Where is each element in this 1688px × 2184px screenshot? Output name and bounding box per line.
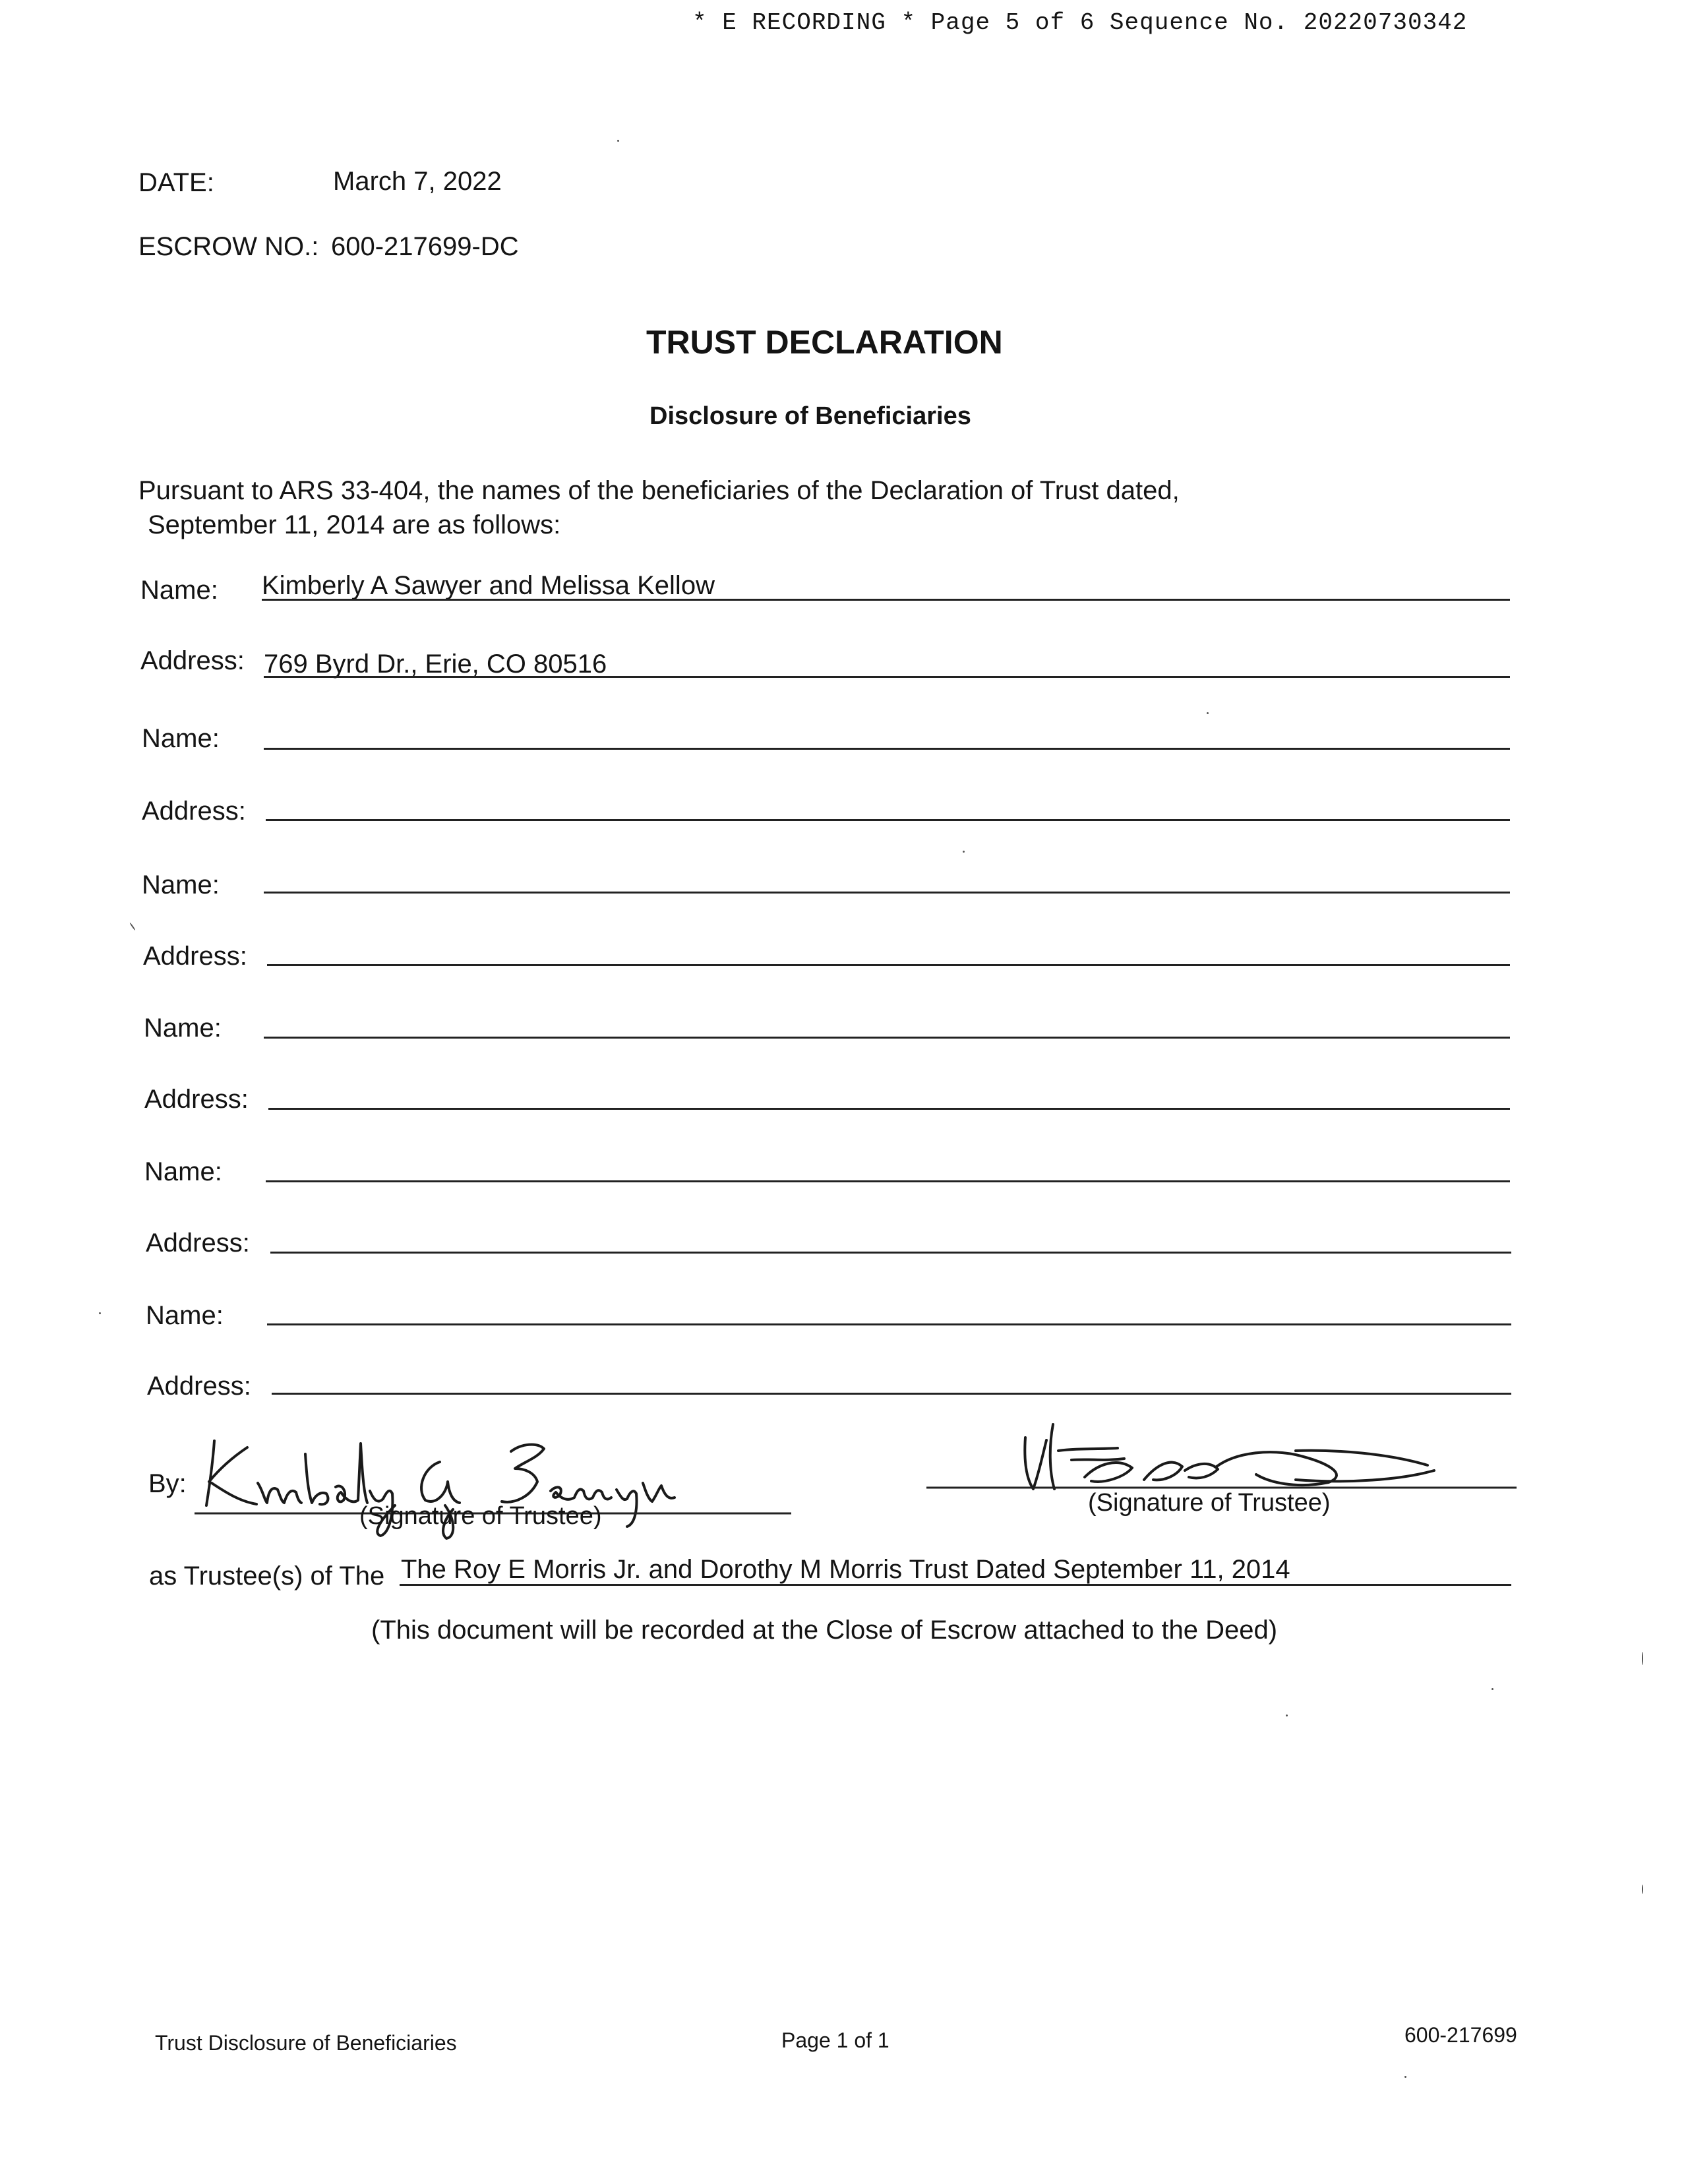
footer-page-number: Page 1 of 1: [781, 2028, 889, 2052]
recording-note: (This document will be recorded at the Close of Escrow attached to the Deed): [371, 1616, 1278, 1645]
beneficiary-name-1[interactable]: Kimberly A Sawyer and Melissa Kellow: [262, 571, 715, 600]
address-label: Address:: [142, 797, 246, 826]
address-label: Address:: [143, 942, 247, 971]
name-label: Name:: [144, 1157, 222, 1186]
scan-speck: [963, 851, 965, 853]
trustee-prefix: as Trustee(s) of The: [149, 1562, 385, 1591]
footer-title: Trust Disclosure of Beneficiaries: [155, 2031, 457, 2055]
left-signature-caption: (Signature of Trustee): [359, 1502, 602, 1530]
address-label: Address:: [146, 1228, 250, 1258]
page-title: TRUST DECLARATION: [646, 324, 1003, 361]
intro-paragraph: [138, 473, 1180, 542]
name-label: Name:: [142, 724, 220, 753]
name-label: Name:: [140, 576, 218, 605]
address-label: Address:: [140, 646, 245, 675]
scan-speck: [617, 140, 619, 142]
trust-name[interactable]: The Roy E Morris Jr. and Dorothy M Morris Trust Dated September 11, 2014: [401, 1555, 1290, 1584]
intro-line-2: September 11, 2014 are as follows:: [148, 510, 561, 539]
date-value: March 7, 2022: [333, 167, 502, 196]
scan-speck: [1207, 712, 1209, 714]
scan-speck: [1642, 1885, 1643, 1894]
address-line: [268, 1108, 1510, 1110]
address-line: [272, 1393, 1511, 1395]
scan-speck: [1404, 2076, 1406, 2078]
name-label: Name:: [144, 1014, 222, 1043]
address-label: Address:: [147, 1372, 251, 1401]
right-signature-caption: (Signature of Trustee): [1088, 1489, 1331, 1517]
name-line: [264, 1037, 1510, 1039]
beneficiary-address-1[interactable]: 769 Byrd Dr., Erie, CO 80516: [264, 650, 607, 679]
date-label: DATE:: [138, 168, 214, 197]
scan-speck: [99, 1312, 101, 1314]
address-label: Address:: [144, 1085, 249, 1114]
scan-speck: [1642, 1652, 1643, 1665]
footer-escrow-number: 600-217699: [1404, 2023, 1517, 2047]
by-label: By:: [148, 1469, 187, 1498]
recording-stamp: * E RECORDING * Page 5 of 6 Sequence No. 20220730342: [692, 9, 1468, 36]
address-line: [270, 1252, 1511, 1254]
name-label: Name:: [142, 870, 220, 899]
intro-line-1: Pursuant to ARS 33-404, the names of the beneficiaries of the Declaration of Trust dated,: [138, 476, 1180, 505]
escrow-label: ESCROW NO.:: [138, 232, 319, 261]
name-label: Name:: [146, 1301, 224, 1330]
scan-speck: [1492, 1688, 1493, 1690]
name-line: [266, 1180, 1510, 1182]
name-line: [264, 748, 1510, 750]
scan-speck: [129, 923, 136, 931]
name-line: [267, 1323, 1511, 1325]
name-line: [264, 892, 1510, 894]
page-subtitle: Disclosure of Beneficiaries: [649, 402, 971, 430]
address-line: [264, 676, 1510, 678]
address-line: [267, 964, 1510, 966]
trust-name-line: [400, 1584, 1511, 1586]
name-line: [262, 599, 1510, 601]
address-line: [266, 819, 1510, 821]
scan-speck: [1286, 1714, 1288, 1716]
escrow-value: 600-217699-DC: [331, 232, 519, 261]
